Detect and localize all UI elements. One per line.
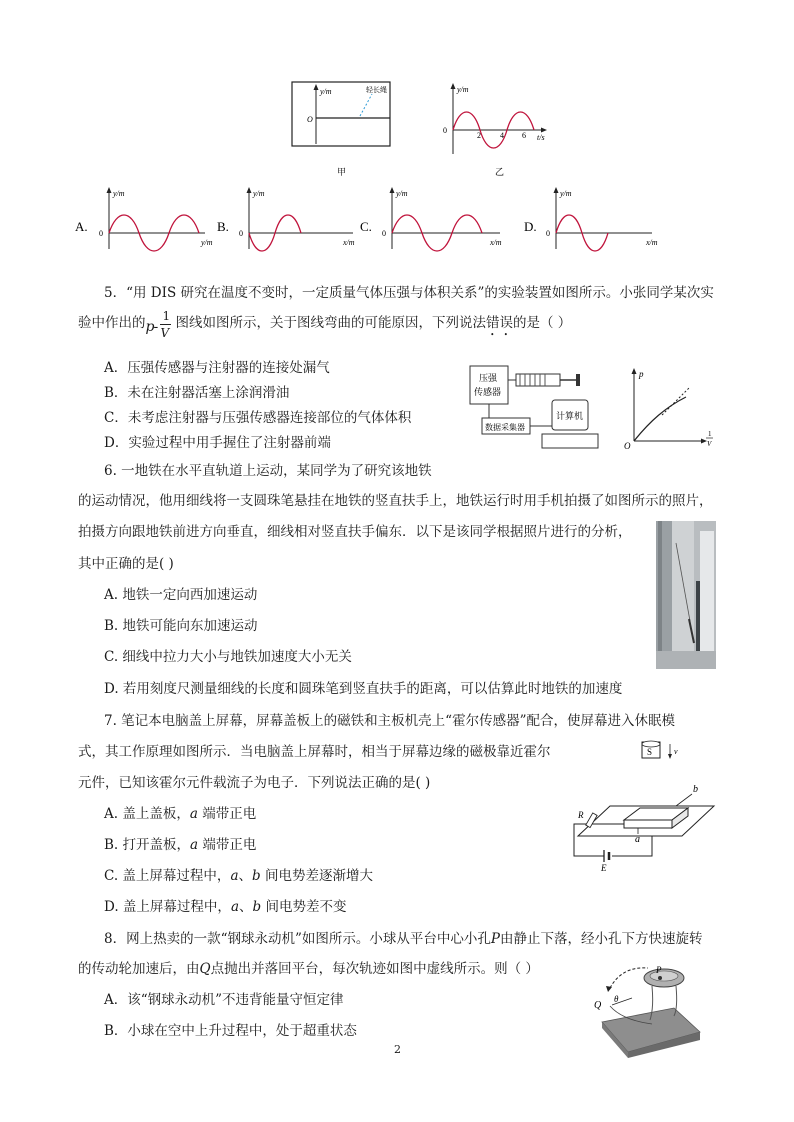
q7-option-c-mid: 、 xyxy=(238,868,252,884)
yi-origin-label: 0 xyxy=(443,126,447,135)
q7-option-c-var: a xyxy=(230,868,239,884)
q5-line-2-pre: 验中作出的 xyxy=(78,315,146,331)
yi-figure-label: 乙 xyxy=(495,167,505,177)
q7-option-b-post: 端带正电 xyxy=(198,837,257,853)
graph-x-num: 1 xyxy=(708,430,712,438)
q7-line-3: 元件，已知该霍尔元件载流子为电子．下列说法正确的是( ) xyxy=(78,775,431,791)
option-a-x-axis: y/m xyxy=(201,238,213,247)
q7-option-c-post: 间电势差逐渐增大 xyxy=(260,868,373,884)
jia-rope-annotation: 轻长绳 xyxy=(366,86,387,94)
q7-option-d-var2: b xyxy=(252,899,262,915)
q7-line-1: 7. 笔记本电脑盖上屏幕，屏幕盖板上的磁铁和主板机壳上“霍尔传感器”配合，使屏幕进入休眠模 xyxy=(104,713,675,729)
q5-option-a: A．压强传感器与注射器的连接处漏气 xyxy=(104,360,330,376)
q5-option-c: C．未考虑注射器与压强传感器连接部位的气体体积 xyxy=(104,410,412,426)
yi-x-axis-label: t/s xyxy=(537,133,545,142)
jia-y-axis-label: y/m xyxy=(320,87,332,96)
q7-option-a-var: a xyxy=(189,806,198,822)
q7-option-c-pre: C. 盖上屏幕过程中， xyxy=(104,868,231,884)
q7-line-2: 式，其工作原理如图所示．当电脑盖上屏幕时，相当于屏幕边缘的磁极靠近霍尔 xyxy=(78,744,551,760)
q5-line-1: 5．“用 DIS 研究在温度不变时，一定质量气体压强与体积关系”的实验装置如图所示。小张同学某次实 xyxy=(104,285,714,301)
battery-label: E xyxy=(601,863,607,873)
computer-label: 计算机 xyxy=(556,411,584,421)
resistor-label: R xyxy=(578,810,584,820)
steel-ball-machine-photo xyxy=(592,958,712,1058)
yi-tick-3: 6 xyxy=(522,131,526,140)
option-b-graph xyxy=(215,183,365,253)
hall-sensor-diagram xyxy=(568,738,718,876)
q6-option-a: A. 地铁一定向西加速运动 xyxy=(104,587,258,603)
q7-option-a xyxy=(104,805,256,823)
figure-yi xyxy=(440,80,550,180)
terminal-b-label: b xyxy=(693,784,698,795)
q7-option-b-pre: B. 打开盖板， xyxy=(104,837,191,853)
option-c-graph xyxy=(358,183,508,253)
q8-line-2-post: 点抛出并落回平台，每次轨迹如图中虚线所示。则（ ） xyxy=(210,961,539,977)
point-q-label: Q xyxy=(594,1000,602,1011)
q5-option-b: B．未在注射器活塞上涂润滑油 xyxy=(104,385,290,401)
option-b-origin: 0 xyxy=(239,229,243,238)
q8-line-1-post: 由静止下落，经小孔下方快速旋转 xyxy=(500,931,703,947)
option-d-x-axis: x/m xyxy=(646,238,658,247)
q7-option-a-post: 端带正电 xyxy=(197,806,257,822)
q8-line-2 xyxy=(78,960,539,978)
option-a-letter: A. xyxy=(75,219,88,234)
point-p-label: P xyxy=(656,965,662,975)
option-a-y-axis: y/m xyxy=(113,189,125,198)
q7-option-d-pre: D. 盖上屏幕过程中， xyxy=(104,899,231,915)
q6-line-1: 6. 一地铁在水平直轨道上运动，某同学为了研究该地铁 xyxy=(104,463,432,479)
subway-handrail-photo xyxy=(656,521,716,669)
q7-option-a-pre: A. 盖上盖板， xyxy=(104,806,190,822)
q7-option-d-var: a xyxy=(230,899,239,915)
option-d-y-axis: y/m xyxy=(560,189,572,198)
q5-line-2 xyxy=(78,308,572,340)
q5-apparatus-figure xyxy=(464,362,614,454)
sensor-label-2: 传感器 xyxy=(474,387,502,397)
q8-line-2-pre: 的传动轮加速后，由 xyxy=(78,961,200,977)
q5-line-2-emph: 错误 xyxy=(486,315,513,331)
yi-y-axis-label: y/m xyxy=(457,85,469,94)
jia-figure-label: 甲 xyxy=(337,167,347,177)
q5-line-2-mid: 图线如图所示，关于图线弯曲的可能原因，下列说法 xyxy=(175,315,486,331)
q6-option-d: D. 若用刻度尺测量细线的长度和圆珠笔到竖直扶手的距离，可以估算此时地铁的加速度 xyxy=(104,681,623,697)
q5-formula-p: p xyxy=(145,318,155,335)
q6-line-4: 其中正确的是( ) xyxy=(78,556,174,572)
q5-formula-dash: - xyxy=(153,318,159,335)
q6-line-3: 拍摄方向跟地铁前进方向垂直，细线相对竖直扶手偏东．以下是该同学根据照片进行的分析， xyxy=(78,524,632,540)
collector-label: 数据采集器 xyxy=(485,423,525,432)
option-d-graph xyxy=(522,183,672,253)
q8-option-a: A．该“钢球永动机”不违背能量守恒定律 xyxy=(104,992,344,1008)
magnet-icon xyxy=(642,741,660,758)
q8-option-b: B．小球在空中上升过程中，处于超重状态 xyxy=(104,1023,357,1039)
q8-line-2-var: Q xyxy=(199,961,211,977)
q7-option-c-var2: b xyxy=(252,868,261,884)
q7-option-c xyxy=(104,867,373,885)
option-a-graph xyxy=(75,183,225,253)
magnet-pole-label: S xyxy=(647,747,653,757)
option-b-y-axis: y/m xyxy=(253,189,265,198)
yi-tick-2: 4 xyxy=(500,131,504,140)
option-c-letter: C. xyxy=(360,219,372,234)
q5-p-v-graph xyxy=(622,365,722,460)
option-d-letter: D. xyxy=(524,219,537,234)
q7-option-b xyxy=(104,836,256,854)
option-a-origin: 0 xyxy=(99,229,103,238)
sensor-label-1: 压强 xyxy=(479,373,498,383)
q5-formula xyxy=(145,308,176,340)
q6-line-2: 的运动情况，他用细线将一支圆珠笔悬挂在地铁的竖直扶手上，地铁运行时用手机拍摄了如图所示的照片， xyxy=(78,493,713,509)
velocity-label: v xyxy=(674,747,678,756)
option-b-letter: B. xyxy=(217,219,229,234)
angle-theta-label: θ xyxy=(614,994,619,1004)
q7-option-d-mid: 、 xyxy=(239,899,253,915)
q5-option-d: D．实验过程中用手握住了注射器前端 xyxy=(104,435,331,451)
q7-option-d xyxy=(104,898,346,916)
figure-jia xyxy=(290,80,400,180)
q8-line-1-var: P xyxy=(490,931,500,947)
q5-formula-den: V xyxy=(160,325,170,340)
q5-formula-num: 1 xyxy=(162,308,171,323)
option-b-x-axis: x/m xyxy=(343,238,355,247)
option-c-origin: 0 xyxy=(382,229,386,238)
option-d-origin: 0 xyxy=(546,229,550,238)
option-c-y-axis: y/m xyxy=(396,189,408,198)
option-c-x-axis: x/m xyxy=(490,238,502,247)
terminal-a-label: a xyxy=(635,834,640,845)
jia-origin-label: O xyxy=(307,115,313,124)
page-number: 2 xyxy=(394,1043,401,1056)
q8-line-1-pre: 8．网上热卖的一款“钢球永动机”如图所示。小球从平台中心小孔 xyxy=(104,931,491,947)
q8-line-1 xyxy=(104,930,703,948)
q7-option-d-post: 间电势差不变 xyxy=(261,899,347,915)
yi-tick-1: 2 xyxy=(477,131,481,140)
graph-y-axis: p xyxy=(639,369,644,379)
q7-option-b-var: a xyxy=(190,837,199,853)
graph-x-den: V xyxy=(707,440,712,448)
graph-origin: O xyxy=(624,441,631,451)
q6-option-c: C. 细线中拉力大小与地铁加速度大小无关 xyxy=(104,649,352,665)
q6-option-b: B. 地铁可能向东加速运动 xyxy=(104,618,258,634)
q5-line-2-post: 的是（ ） xyxy=(513,315,572,331)
